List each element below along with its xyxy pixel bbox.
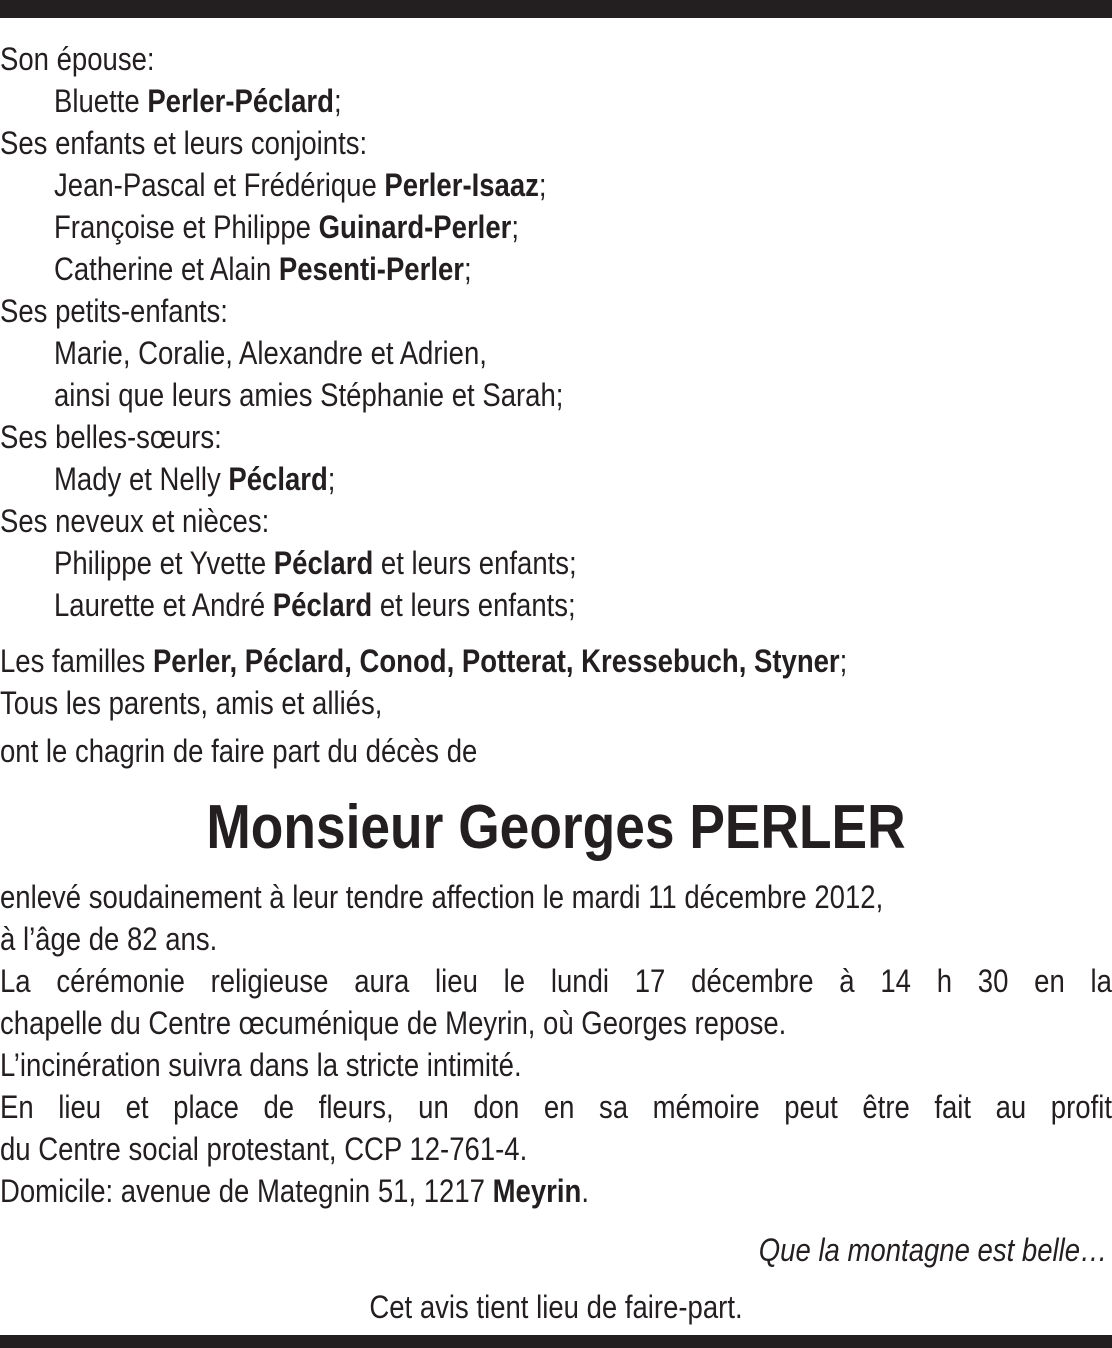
child-given-names: Françoise et Philippe <box>54 209 319 245</box>
body-line-6: En lieu et place de fleurs, un don en sa mémoire peut être fait au profit <box>0 1089 1112 1125</box>
child-surname: Pesenti-Perler <box>278 251 464 287</box>
spouse-given-name: Bluette <box>54 83 148 119</box>
body-line-2 <box>0 918 956 960</box>
heading-nephews-nieces <box>0 500 956 542</box>
domicile-line <box>0 1170 956 1212</box>
punctuation: ; <box>839 643 848 679</box>
body-line-3: La cérémonie religieuse aura lieu le lundi 17 décembre à 14 h 30 en la <box>0 963 1112 999</box>
relatives-text: Tous les parents, amis et alliés, <box>0 685 383 721</box>
motto: Que la montagne est belle… <box>759 1232 1108 1268</box>
grandchildren-line-1 <box>54 332 1010 374</box>
child-line-3 <box>54 248 1010 290</box>
body-text: chapelle du Centre œcuménique de Meyrin, où Georges repose. <box>0 1005 787 1041</box>
heading-nephews-nieces-text: Ses neveux et nièces: <box>0 503 270 539</box>
domicile-town: Meyrin <box>492 1173 582 1209</box>
deceased-name: Monsieur Georges PERLER <box>206 793 906 862</box>
child-line-1 <box>54 164 1010 206</box>
heading-grandchildren <box>0 290 956 332</box>
spouse-line <box>54 80 1010 122</box>
child-given-names: Jean-Pascal et Frédérique <box>54 167 385 203</box>
heading-sisters-in-law-text: Ses belles-sœurs: <box>0 419 222 455</box>
families-surnames: Perler, Péclard, Conod, Potterat, Kressebuch, Styner <box>152 643 840 679</box>
body-line-4 <box>0 1002 956 1044</box>
body-text: du Centre social protestant, CCP 12-761-4. <box>0 1131 528 1167</box>
child-line-2 <box>54 206 1010 248</box>
child-surname: Guinard-Perler <box>318 209 512 245</box>
heading-sisters-in-law <box>0 416 956 458</box>
grandchildren-friends: ainsi que leurs amies Stéphanie et Sarah; <box>54 377 564 413</box>
nephew-given-names: Philippe et Yvette <box>54 545 274 581</box>
body-text: enlevé soudainement à leur tendre affection le mardi 11 décembre 2012, <box>0 879 884 915</box>
sisters-in-law-surname: Péclard <box>228 461 328 497</box>
announcement-line <box>0 730 956 772</box>
grandchildren-line-2 <box>54 374 1010 416</box>
punctuation: ; <box>538 167 547 203</box>
nephew-suffix: et leurs enfants; <box>373 545 577 581</box>
heading-grandchildren-text: Ses petits-enfants: <box>0 293 228 329</box>
punctuation: ; <box>463 251 472 287</box>
top-rule <box>0 0 1112 18</box>
nephews-line-2 <box>54 584 1010 626</box>
body-line-7 <box>0 1128 956 1170</box>
heading-spouse-text: Son épouse: <box>0 41 155 77</box>
body-line-5 <box>0 1044 956 1086</box>
nephews-line-1 <box>54 542 1010 584</box>
nephew-suffix: et leurs enfants; <box>372 587 576 623</box>
nephew-surname: Péclard <box>272 587 373 623</box>
sisters-in-law-given-names: Mady et Nelly <box>54 461 229 497</box>
punctuation: ; <box>333 83 342 119</box>
punctuation: ; <box>327 461 336 497</box>
closing-note: Cet avis tient lieu de faire-part. <box>369 1289 743 1325</box>
punctuation: ; <box>511 209 519 245</box>
body-line-1 <box>0 876 956 918</box>
child-given-names: Catherine et Alain <box>54 251 279 287</box>
nephew-given-names: Laurette et André <box>54 587 273 623</box>
sisters-in-law-line <box>54 458 1010 500</box>
domicile-address: Domicile: avenue de Mategnin 51, 1217 <box>0 1173 493 1209</box>
grandchildren-names: Marie, Coralie, Alexandre et Adrien, <box>54 335 487 371</box>
child-surname: Perler-Isaaz <box>384 167 539 203</box>
body-text: L’incinération suivra dans la stricte intimité. <box>0 1047 522 1083</box>
heading-spouse <box>0 38 956 80</box>
punctuation: . <box>581 1173 589 1209</box>
body-text: à l’âge de 82 ans. <box>0 921 218 957</box>
spouse-surname: Perler-Péclard <box>147 83 334 119</box>
heading-children-text: Ses enfants et leurs conjoints: <box>0 125 368 161</box>
announcement-text: ont le chagrin de faire part du décès de <box>0 733 478 769</box>
families-line <box>0 640 956 682</box>
families-label: Les familles <box>0 643 153 679</box>
nephew-surname: Péclard <box>273 545 374 581</box>
relatives-line <box>0 682 956 724</box>
heading-children <box>0 122 956 164</box>
bottom-rule <box>0 1335 1112 1348</box>
